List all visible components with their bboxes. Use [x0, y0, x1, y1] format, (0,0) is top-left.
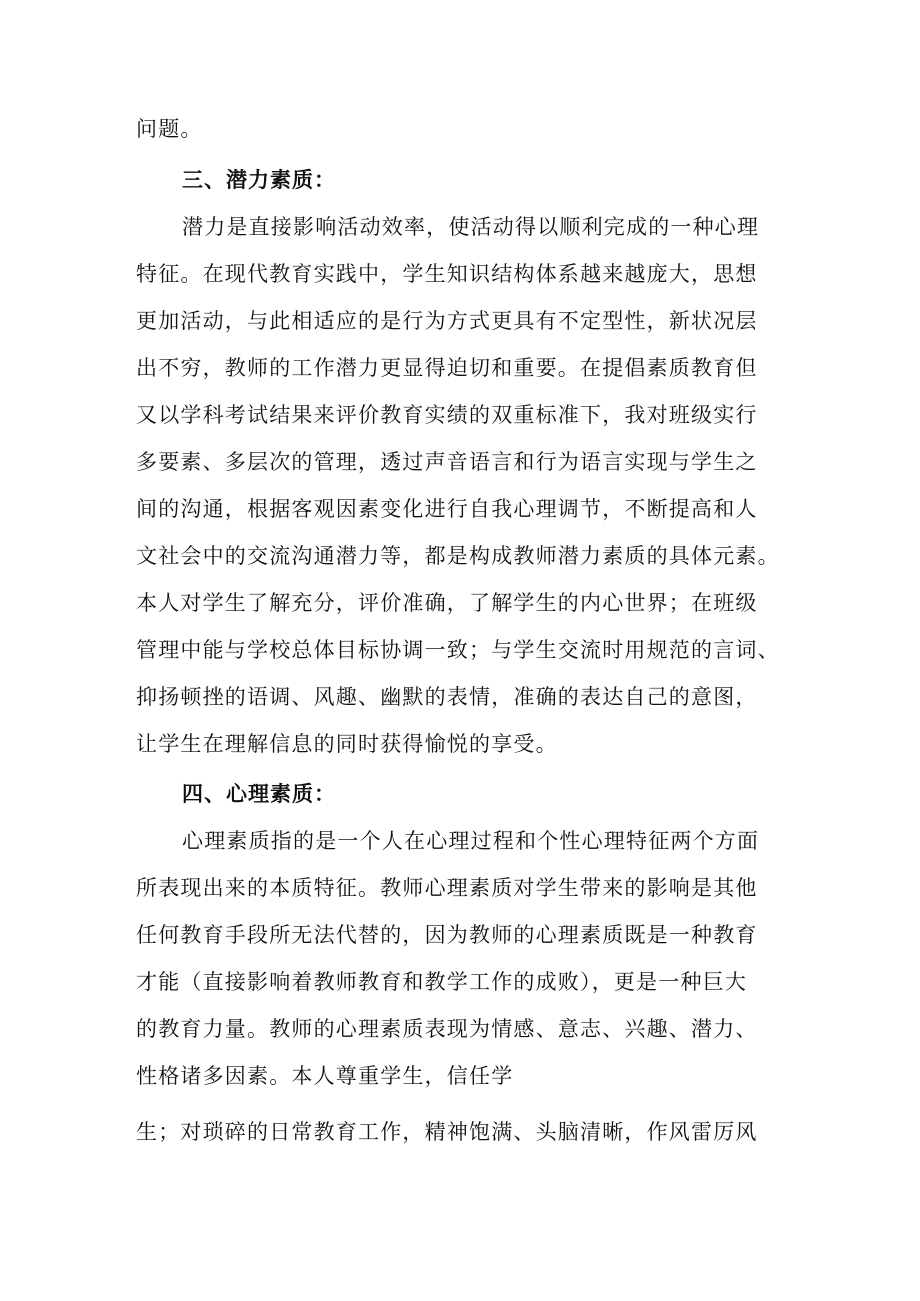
- paragraph-line: 性格诸多因素。本人尊重学生，信任学: [136, 1064, 514, 1088]
- paragraph-line: 让学生在理解信息的同时获得愉悦的享受。: [136, 732, 558, 756]
- paragraph-line: 生；对琐碎的日常教育工作，精神饱满、头脑清晰，作风雷厉风: [136, 1120, 758, 1144]
- paragraph-line: 潜力是直接影响活动效率，使活动得以顺利完成的一种心理: [182, 215, 760, 239]
- section-heading-3: 三、潜力素质：: [182, 168, 336, 192]
- paragraph-line: 抑扬顿挫的语调、风趣、幽默的表情，准确的表达自己的意图，: [136, 685, 758, 709]
- paragraph-line: 任何教育手段所无法代替的，因为教师的心理素质既是一种教育: [136, 923, 758, 947]
- paragraph-line: 多要素、多层次的管理，透过声音语言和行为语言实现与学生之: [136, 450, 758, 474]
- paragraph-line: 管理中能与学校总体目标协调一致；与学生交流时用规范的言词、: [136, 638, 780, 662]
- paragraph-line: 间的沟通，根据客观因素变化进行自我心理调节，不断提高和人: [136, 497, 758, 521]
- paragraph-line: 才能（直接影响着教师教育和教学工作的成败），更是一种巨大: [136, 970, 748, 994]
- paragraph-line: 所表现出来的本质特征。教师心理素质对学生带来的影响是其他: [136, 876, 758, 900]
- paragraph-line: 出不穷，教师的工作潜力更显得迫切和重要。在提倡素质教育但: [136, 356, 758, 380]
- section-heading-4: 四、心理素质：: [182, 782, 336, 806]
- paragraph-line: 本人对学生了解充分，评价准确，了解学生的内心世界；在班级: [136, 591, 758, 615]
- paragraph-line: 又以学科考试结果来评价教育实绩的双重标准下，我对班级实行: [136, 403, 758, 427]
- paragraph-line: 心理素质指的是一个人在心理过程和个性心理特征两个方面: [182, 829, 760, 853]
- paragraph-line: 的教育力量。教师的心理素质表现为情感、意志、兴趣、潜力、: [136, 1017, 758, 1041]
- paragraph-line: 问题。: [136, 117, 203, 141]
- paragraph-line: 文社会中的交流沟通潜力等，都是构成教师潜力素质的具体元素。: [136, 544, 780, 568]
- paragraph-line: 特征。在现代教育实践中，学生知识结构体系越来越庞大，思想: [136, 262, 758, 286]
- paragraph-line: 更加活动，与此相适应的是行为方式更具有不定型性，新状况层: [136, 309, 758, 333]
